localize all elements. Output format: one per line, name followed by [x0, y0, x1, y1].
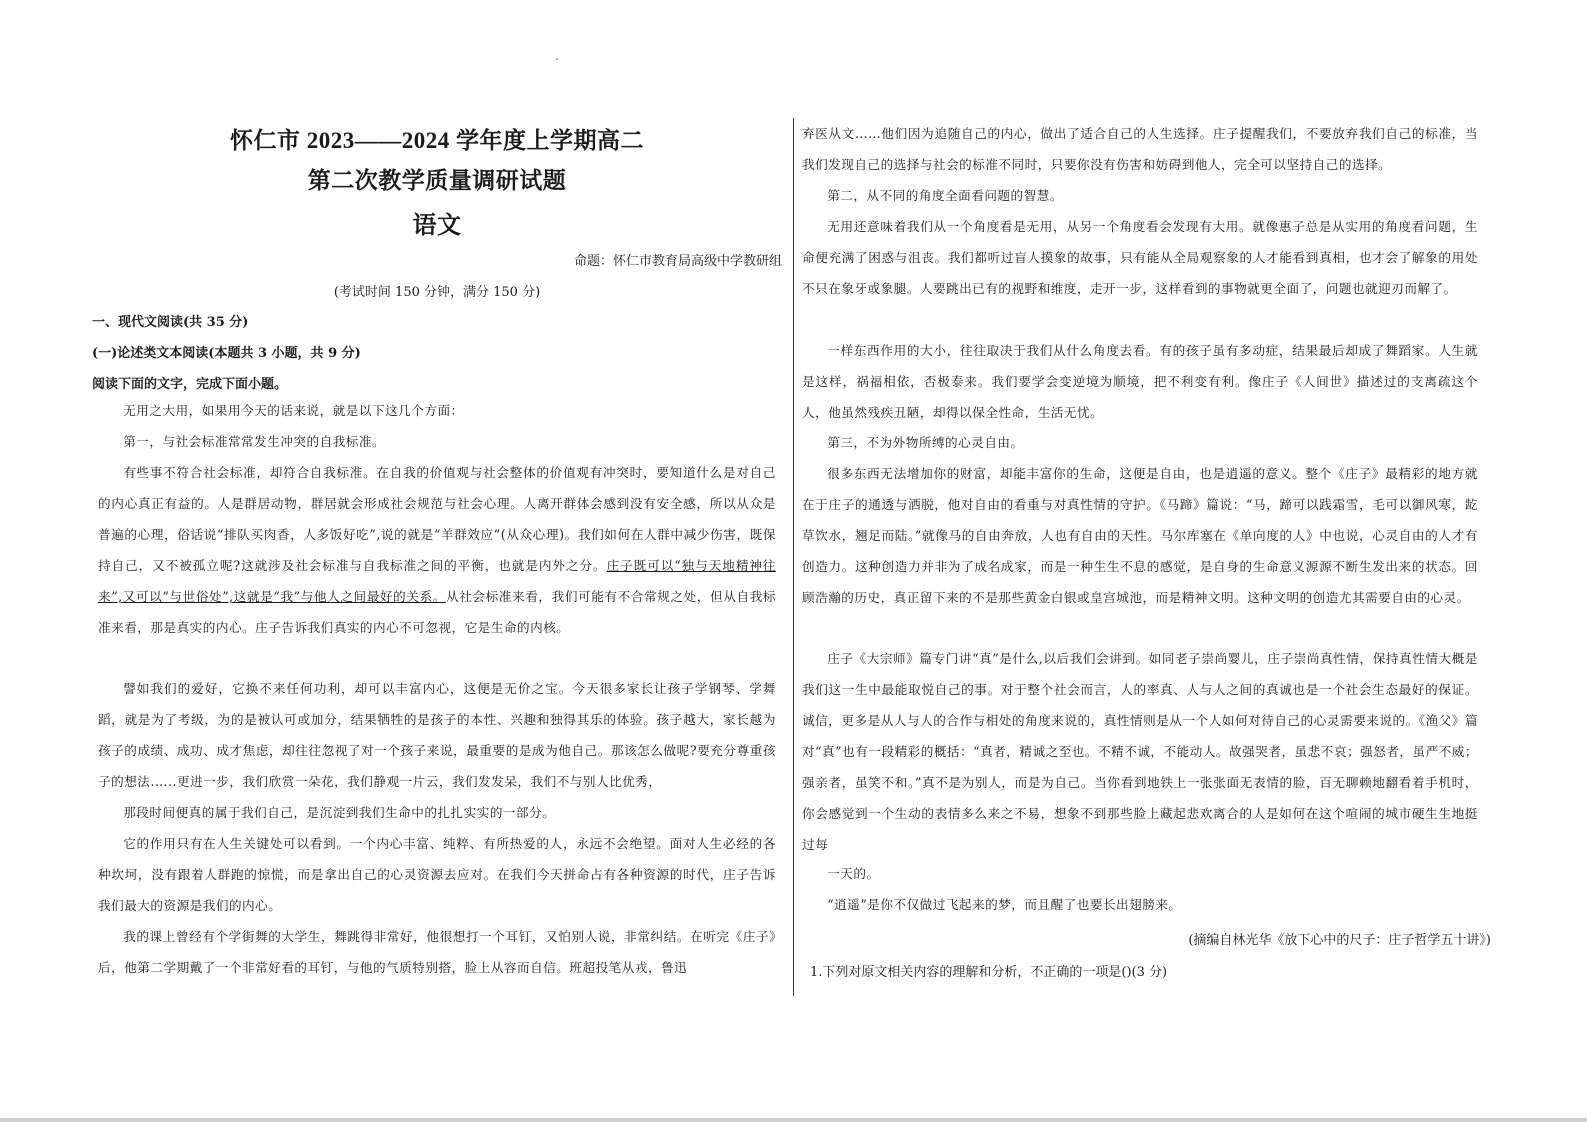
right-paragraph-1: 弃医从文……他们因为追随自己的内心，做出了适合自己的人生选择。庄子提醒我们，不要放弃我们自己的标准，当我们发现自己的选择与社会的标准不同时，只要你没有伤害和妨碍到他人，完全可以坚持自己的选择。	[802, 126, 1478, 172]
left-paragraph-1: 无用之大用，如果用今天的话来说，就是以下这几个方面：	[123, 403, 464, 418]
left-paragraph-6: 它的作用只有在人生关键处可以看到。一个内心丰富、纯粹、有所热爱的人，永远不会绝望。面对人生必经的各种坎坷，没有跟着人群跑的惊慌，而是拿出自己的心灵资源去应对。在我们今天拼命占有各种资源的时代，庄子告诉我们最大的资源是我们的内心。	[98, 836, 776, 913]
page-bottom-edge	[0, 1118, 1587, 1122]
exam-author: 命题：怀仁市教育局高级中学教研组	[573, 254, 782, 269]
right-paragraph-5: 第三，不为外物所缚的心灵自由。	[827, 435, 1024, 450]
right-paragraph-8: 一天的。	[827, 866, 880, 881]
paragraph-text: 从社会标准来看，我们可能有不合常规之处，但从自我标准来看，那是真实的内心。庄子告诉我们真实的内心不可忽视，它是生命的内核。	[98, 589, 777, 635]
right-paragraph-4: 一样东西作用的大小，往往取决于我们从什么角度去看。有的孩子虽有多动症，结果最后却成了舞蹈家。人生就是这样，祸福相依，否极泰来。我们要学会变逆境为顺境，把不利变有利。像庄子《人间世》描述过的支离疏这个人，他虽然残疾丑陋，却得以保全性命，生活无忧。	[802, 343, 1478, 420]
paragraph-text: 有些事不符合社会标准，却符合自我标准。在自我的价值观与社会整体的价值观有冲突时，要知道什么是对自己的内心真正有益的。人是群居动物，群居就会形成社会规范与社会心理。人离开群体会感到没有安全感，所以从众是普遍的心理，俗话说“排队买肉香，人多饭好吃”,说的就是“羊群效应”(从众心理)。我们如何在人群中减少伤害，既保持自己，又不被孤立呢?这就涉及社会标准与自我标准之间的平衡，也就是内外之分。	[98, 465, 776, 573]
underlined-sentence: 庄子既可以“独与天地精神往来”,又可以“与世俗处”,这就是“我”与他人之间最好的关系。	[98, 558, 776, 604]
subsection-heading: (一)论述类文本阅读(本题共 3 小题，共 9 分)	[92, 346, 361, 361]
section-heading: 一、现代文阅读(共 35 分)	[92, 315, 249, 330]
source-citation: (摘编自林光华《放下心中的尺子：庄子哲学五十讲》)	[1188, 933, 1491, 948]
right-paragraph-7: 庄子《大宗师》篇专门讲“真”是什么,以后我们会讲到。如同老子崇尚婴儿，庄子崇尚真性情，保持真性情大概是我们这一生中最能取悦自己的事。对于整个社会而言，人的率真、人与人之间的真诚也是一个社会生态最好的保证。诚信，更多是从人与人的合作与相处的角度来说的，真性情则是从一个人如何对待自己的心灵需要来说的。《渔父》篇对“真”也有一段精彩的概括：“真者，精诚之至也。不精不诚，不能动人。故强哭者，虽悲不哀；强怒者，虽严不威；强亲者，虽笑不和。”真不是为别人，而是为自己。当你看到地铁上一张张面无表情的脸，百无聊赖地翻看着手机时，你会感觉到一个生动的表情多么来之不易，想象不到那些脸上藏起悲欢离合的人是如何在这个喧闹的城市硬生生地挺过每	[802, 651, 1478, 852]
right-paragraph-9: “逍遥”是你不仅做过飞起来的梦，而且醒了也要长出翅膀来。	[827, 897, 1182, 912]
right-paragraph-6: 很多东西无法增加你的财富，却能丰富你的生命，这便是自由，也是逍遥的意义。整个《庄子》最精彩的地方就在于庄子的通透与洒脱，他对自由的看重与对真性情的守护。《马蹄》篇说：“马，蹄可以践霜雪，毛可以御风寒，龁草饮水，翘足而陆。”就像马的自由奔放，人也有自由的天性。马尔库塞在《单向度的人》中也说，心灵自由的人才有创造力。这种创造力并非为了成名成家，而是一种生生不息的感觉，是自身的生命意义源源不断生发出来的状态。回顾浩瀚的历史，真正留下来的不是那些黄金白银或皇宫城池，而是精神文明。这种文明的创造尤其需要自由的心灵。	[802, 466, 1478, 605]
question-1: 1.下列对原文相关内容的理解和分析，不正确的一项是()(3 分)	[810, 965, 1168, 980]
left-paragraph-5: 那段时间便真的属于我们自己，是沉淀到我们生命中的扎扎实实的一部分。	[123, 805, 556, 820]
exam-subject-title: 语文	[412, 213, 462, 239]
exam-title-line2: 第二次教学质量调研试题	[307, 168, 567, 193]
right-paragraph-2: 第二，从不同的角度全面看问题的智慧。	[827, 188, 1063, 203]
left-paragraph-2: 第一，与社会标准常常发生冲突的自我标准。	[123, 434, 386, 449]
left-paragraph-4: 譬如我们的爱好，它换不来任何功利，却可以丰富内心，这便是无价之宝。今天很多家长让孩子学钢琴、学舞蹈，就是为了考级，为的是被认可或加分，结果牺牲的是孩子的本性、兴趣和独得其乐的体验。孩子越大，家长越为孩子的成绩、成功、成才焦虑，却往往忽视了对一个孩子来说，最重要的是成为他自己。那该怎么做呢?要充分尊重孩子的想法.…..更进一步，我们欣赏一朵花，我们静观一片云，我们发发呆，我们不与别人比优秀，	[98, 681, 776, 789]
reading-instruction: 阅读下面的文字，完成下面小题。	[92, 377, 288, 392]
right-paragraph-3: 无用还意味着我们从一个角度看是无用，从另一个角度看会发现有大用。就像惠子总是从实用的角度看问题，生命便充满了困惑与沮丧。我们都听过盲人摸象的故事，只有能从全局观察象的人才能看到真相，也才会了解象的用处不只在象牙或象腿。人要跳出已有的视野和维度，走开一步，这样看到的事物就更全面了，问题也就迎刃而解了。	[802, 219, 1478, 296]
exam-info: (考试时间 150 分钟，满分 150 分)	[333, 285, 541, 300]
exam-title-line1: 怀仁市 2023——2024 学年度上学期高二	[230, 128, 644, 153]
column-divider	[793, 118, 794, 996]
left-paragraph-7: 我的课上曾经有个学街舞的大学生，舞跳得非常好，他很想打一个耳钉，又怕别人说，非常纠结。在听完《庄子》后，他第二学期戴了一个非常好看的耳钉，与他的气质特别搭，脸上从容而自信。班超投笔从戎，鲁迅	[98, 929, 776, 975]
scan-speck	[556, 58, 558, 60]
left-paragraph-3	[98, 457, 776, 643]
